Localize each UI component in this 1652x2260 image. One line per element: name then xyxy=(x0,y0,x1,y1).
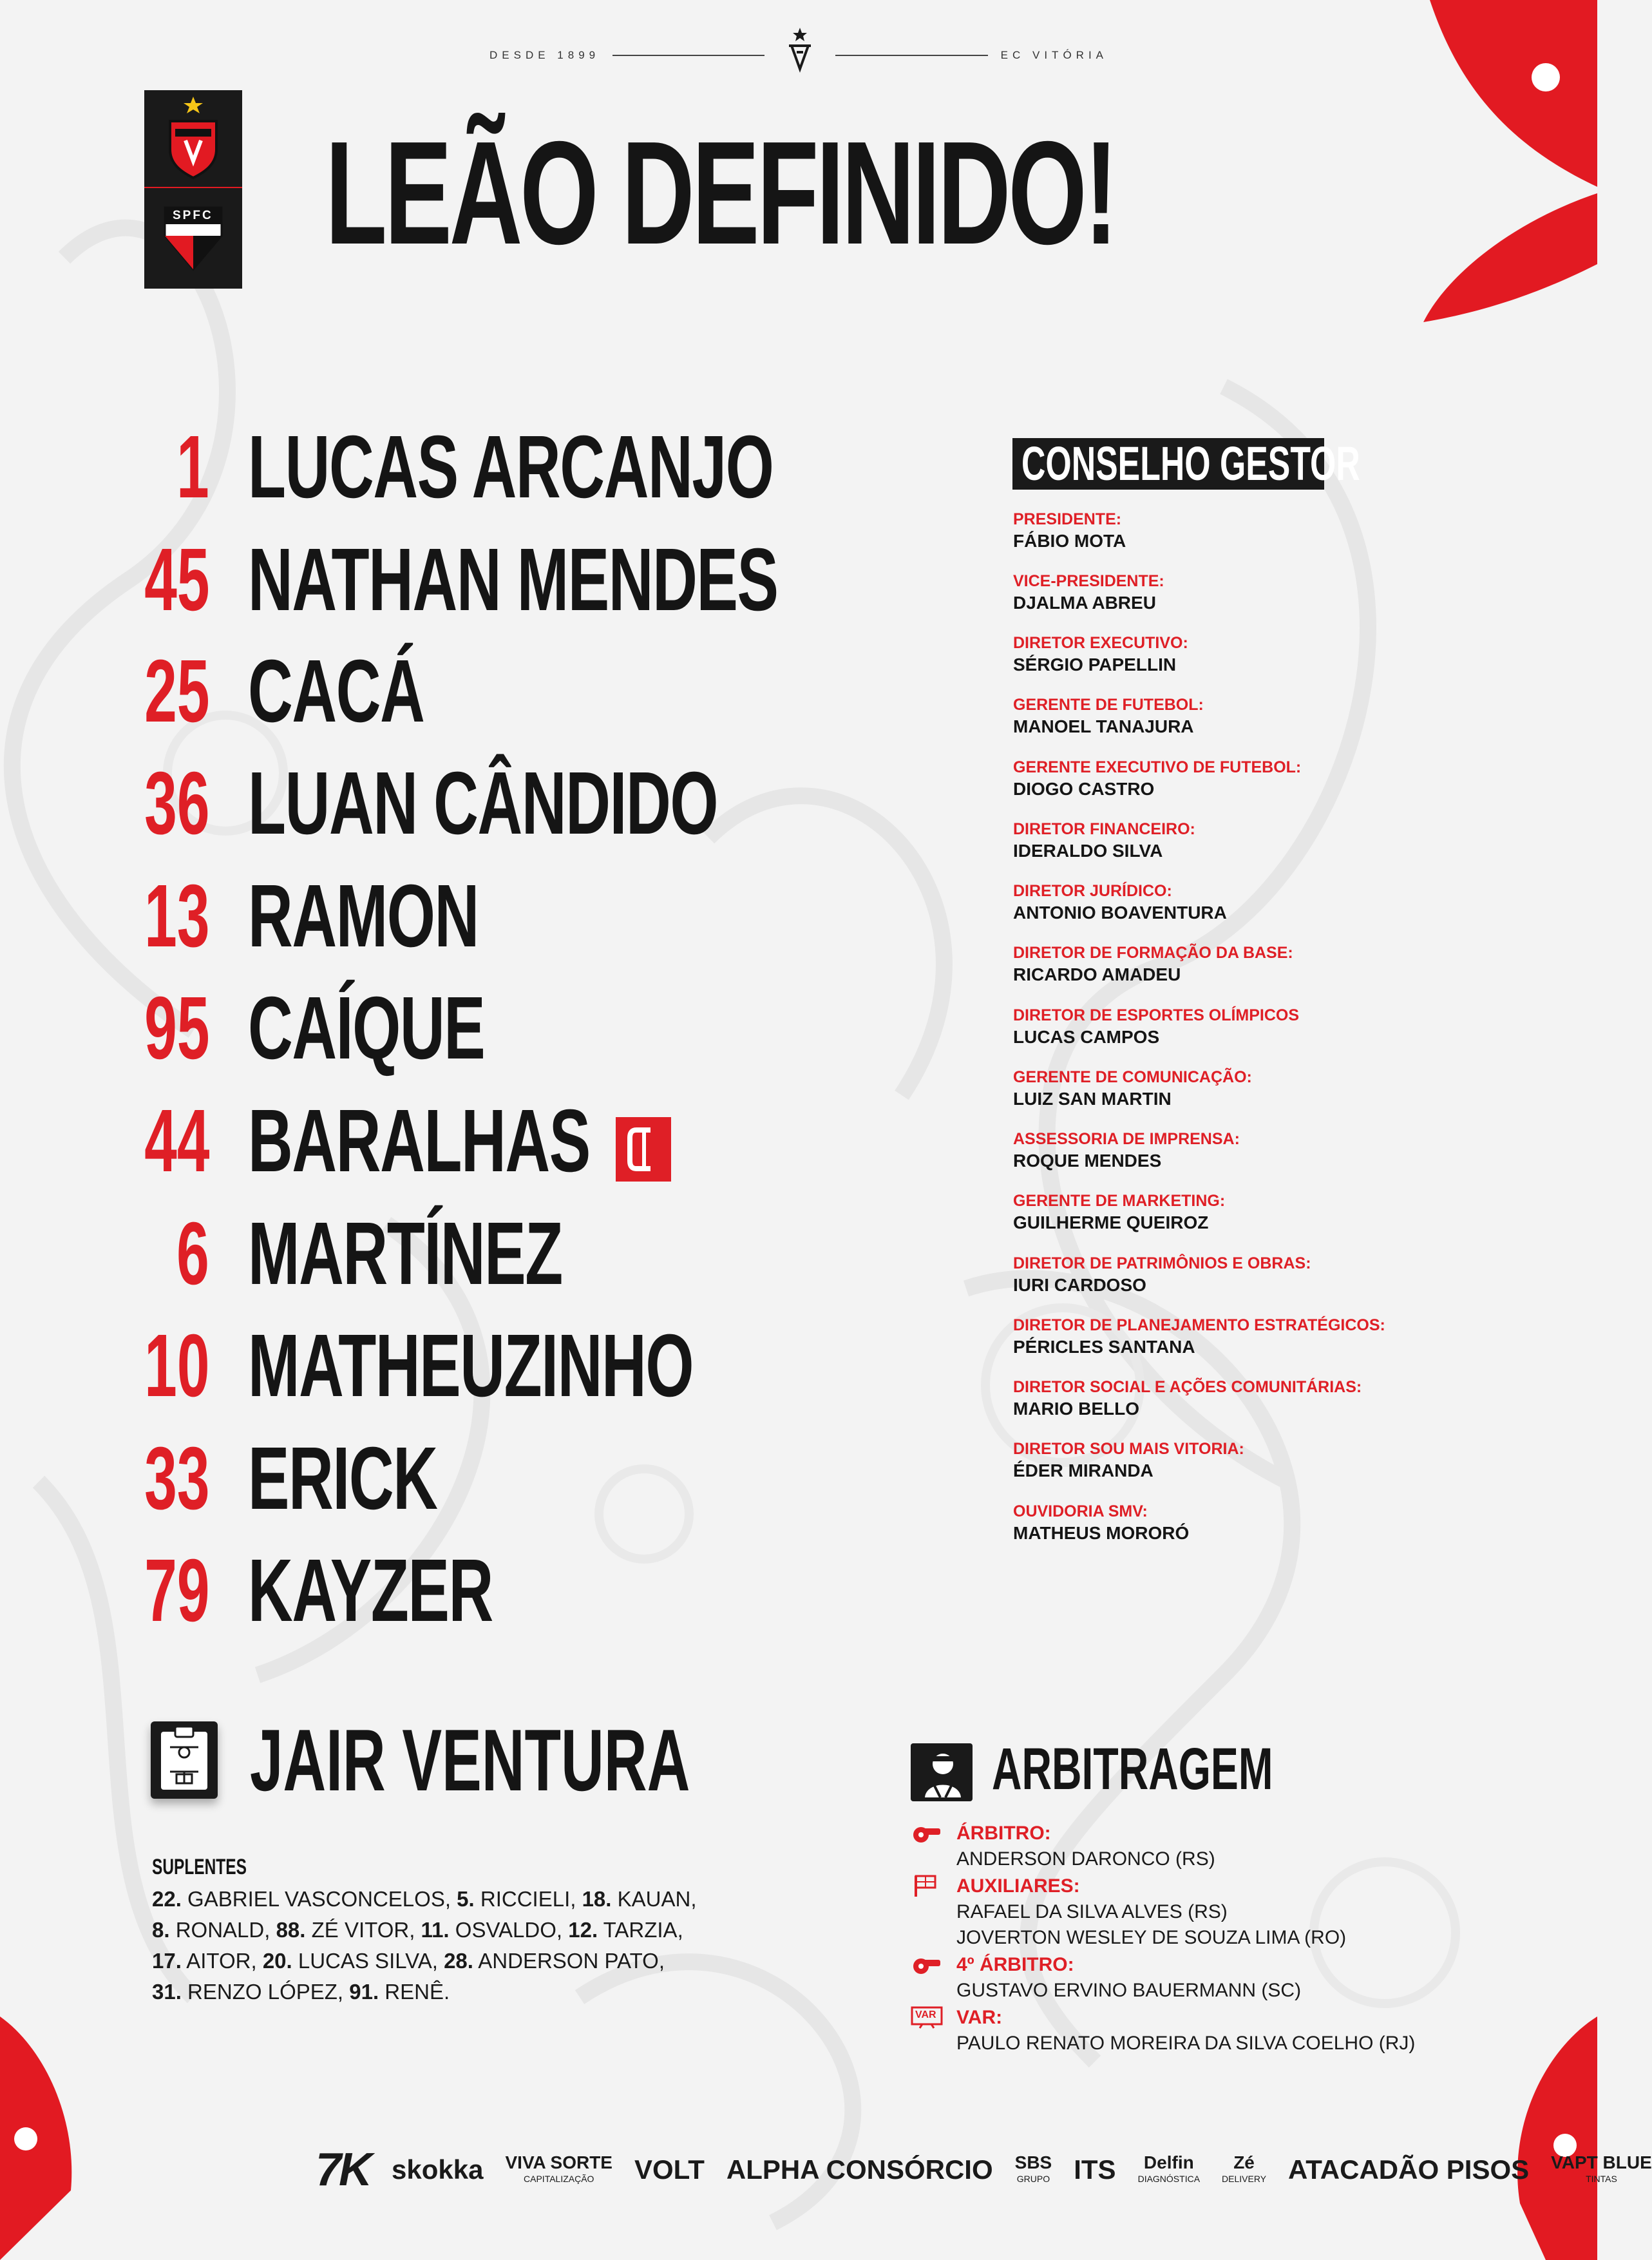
member-name: MARIO BELLO xyxy=(1013,1399,1139,1419)
member-role: OUVIDORIA SMV: xyxy=(1013,1502,1148,1520)
member-role: DIRETOR DE PLANEJAMENTO ESTRATÉGICOS: xyxy=(1013,1316,1385,1334)
member-role: DIRETOR EXECUTIVO: xyxy=(1013,634,1188,652)
whistle-icon xyxy=(911,1953,943,1975)
sponsor-logo xyxy=(1551,2154,1652,2186)
lineup-row xyxy=(116,980,889,1077)
divider-line xyxy=(612,55,764,56)
substitute-name: LUCAS SILVA, xyxy=(292,1949,444,1973)
captain-badge-icon xyxy=(616,1117,671,1182)
substitutes-line xyxy=(152,1915,683,1946)
player-name: CACÁ xyxy=(248,642,424,741)
member-name: LUIZ SAN MARTIN xyxy=(1013,1089,1172,1109)
member-name: ROQUE MENDES xyxy=(1013,1151,1162,1171)
coach-clipboard-icon xyxy=(151,1721,218,1799)
substitute-number: 17. xyxy=(152,1949,182,1973)
conselho-member xyxy=(1013,633,1528,676)
referee-role: ÁRBITRO: xyxy=(956,1823,1051,1844)
sponsor-name: VIVA SORTE xyxy=(505,2152,612,2172)
sponsor-name: Zé xyxy=(1233,2152,1255,2172)
conselho-member xyxy=(1013,1005,1528,1049)
shirt-number: 10 xyxy=(144,1316,209,1415)
member-name: FÁBIO MOTA xyxy=(1013,531,1126,551)
substitute-number: 18. xyxy=(582,1887,612,1911)
member-name: MATHEUS MORORÓ xyxy=(1013,1523,1190,1543)
sponsor-subtitle: GRUPO xyxy=(1016,2174,1050,2184)
sponsor-logo xyxy=(1138,2154,1200,2186)
conselho-member xyxy=(1013,1129,1528,1173)
substitutes-line xyxy=(152,1946,665,1977)
member-name: IDERALDO SILVA xyxy=(1013,841,1163,861)
shirt-number: 95 xyxy=(144,979,209,1078)
conselho-member xyxy=(1013,571,1528,615)
member-role: DIRETOR DE PATRIMÔNIOS E OBRAS: xyxy=(1013,1254,1311,1272)
member-role: GERENTE EXECUTIVO DE FUTEBOL: xyxy=(1013,758,1302,776)
sponsor-name: 7K xyxy=(316,2144,370,2196)
founded-text: DESDE 1899 xyxy=(489,49,600,61)
conselho-member xyxy=(1013,881,1528,924)
substitute-name: OSVALDO, xyxy=(449,1918,569,1942)
conselho-member xyxy=(1013,757,1528,801)
substitute-number: 31. xyxy=(152,1980,182,2004)
shirt-number: 25 xyxy=(144,642,209,741)
player-name: KAYZER xyxy=(248,1541,493,1640)
sponsor-logo xyxy=(1015,2154,1052,2186)
sponsor-logo xyxy=(1222,2154,1266,2186)
member-name: MANOEL TANAJURA xyxy=(1013,716,1194,736)
lineup-row xyxy=(116,1093,889,1189)
substitute-number: 20. xyxy=(262,1949,292,1973)
substitutes-title: SUPLENTES xyxy=(152,1855,247,1879)
conselho-member xyxy=(1013,1253,1528,1297)
member-role: VICE-PRESIDENTE: xyxy=(1013,572,1164,590)
member-name: ÉDER MIRANDA xyxy=(1013,1460,1154,1480)
lineup-row xyxy=(116,643,889,740)
sponsor-logo xyxy=(726,2154,993,2185)
sponsor-subtitle: DIAGNÓSTICA xyxy=(1137,2174,1201,2184)
member-role: DIRETOR SOCIAL E AÇÕES COMUNITÁRIAS: xyxy=(1013,1378,1362,1396)
substitutes-line xyxy=(152,1977,450,2007)
substitute-number: 11. xyxy=(421,1918,450,1942)
shirt-number: 36 xyxy=(144,754,209,853)
var-icon xyxy=(911,2006,943,2028)
substitute-name: RICCIELI, xyxy=(474,1887,582,1911)
page-title: LEÃO DEFINIDO! xyxy=(325,111,1116,275)
conselho-title: CONSELHO GESTOR xyxy=(1021,437,1360,490)
member-name: DIOGO CASTRO xyxy=(1013,779,1155,799)
sponsor-logo xyxy=(392,2154,483,2185)
shirt-number: 44 xyxy=(144,1091,209,1191)
club-name-text: EC VITÓRIA xyxy=(1000,49,1108,61)
sponsor-subtitle: DELIVERY xyxy=(1222,2174,1267,2184)
player-name: MATHEUZINHO xyxy=(248,1316,694,1415)
member-role: GERENTE DE COMUNICAÇÃO: xyxy=(1013,1068,1252,1086)
spfc-crest-icon xyxy=(144,188,242,289)
player-name: RAMON xyxy=(248,867,479,966)
substitute-number: 91. xyxy=(349,1980,379,2004)
vitoria-crest-icon xyxy=(144,90,242,187)
club-monogram-icon xyxy=(777,26,822,72)
sponsor-name: ITS xyxy=(1074,2154,1116,2185)
substitute-number: 8. xyxy=(152,1918,170,1942)
member-role: DIRETOR DE ESPORTES OLÍMPICOS xyxy=(1013,1006,1300,1024)
substitute-name: RENÊ. xyxy=(379,1980,450,2004)
player-name: ERICK xyxy=(248,1429,437,1528)
conselho-member xyxy=(1013,819,1528,863)
lineup-row xyxy=(116,531,889,628)
member-name: PÉRICLES SANTANA xyxy=(1013,1337,1195,1357)
sponsor-logo xyxy=(1288,2154,1529,2185)
substitute-name: GABRIEL VASCONCELOS, xyxy=(181,1887,457,1911)
member-name: RICARDO AMADEU xyxy=(1013,964,1181,984)
sponsor-name: skokka xyxy=(392,2154,484,2185)
player-name: LUCAS ARCANJO xyxy=(248,417,774,517)
member-role: DIRETOR DE FORMAÇÃO DA BASE: xyxy=(1013,944,1293,962)
substitute-name: TARZIA, xyxy=(598,1918,683,1942)
player-name: NATHAN MENDES xyxy=(248,530,778,629)
substitute-name: KAUAN, xyxy=(611,1887,697,1911)
conselho-member xyxy=(1013,1315,1528,1359)
member-role: GERENTE DE FUTEBOL: xyxy=(1013,696,1204,714)
conselho-member xyxy=(1013,943,1528,986)
sponsor-name: ATACADÃO PISOS xyxy=(1288,2154,1530,2185)
conselho-member xyxy=(1013,1067,1528,1111)
member-name: IURI CARDOSO xyxy=(1013,1275,1146,1295)
member-role: DIRETOR JURÍDICO: xyxy=(1013,882,1172,900)
sponsor-subtitle: TINTAS xyxy=(1586,2174,1617,2184)
player-name: LUAN CÂNDIDO xyxy=(248,754,718,853)
sponsor-name: VAPT BLUE xyxy=(1551,2152,1652,2172)
var-icon-text: VAR xyxy=(915,2009,936,2020)
sponsor-name: ALPHA CONSÓRCIO xyxy=(726,2154,993,2185)
member-role: DIRETOR FINANCEIRO: xyxy=(1013,820,1195,838)
lineup-row xyxy=(116,1430,889,1527)
sponsor-name: SBS xyxy=(1014,2152,1052,2172)
lineup-row xyxy=(116,419,889,515)
player-name: CAÍQUE xyxy=(248,979,485,1078)
coach-name: JAIR VENTURA xyxy=(250,1711,690,1809)
referee-name: JOVERTON WESLEY DE SOUZA LIMA (RO) xyxy=(956,1927,1347,1948)
player-name: MARTÍNEZ xyxy=(248,1204,562,1303)
lineup-row xyxy=(116,1317,889,1414)
conselho-member xyxy=(1013,1377,1528,1421)
lineup-row xyxy=(116,868,889,964)
member-name: DJALMA ABREU xyxy=(1013,593,1156,613)
top-strip xyxy=(489,41,1108,70)
sponsor-logo xyxy=(634,2154,705,2185)
sponsor-name: VOLT xyxy=(634,2154,705,2185)
substitute-name: ANDERSON PATO, xyxy=(473,1949,665,1973)
substitute-name: AITOR, xyxy=(181,1949,263,1973)
member-name: GUILHERME QUEIROZ xyxy=(1013,1212,1209,1232)
player-name: BARALHAS xyxy=(248,1091,590,1191)
conselho-member xyxy=(1013,1439,1528,1482)
conselho-member xyxy=(1013,1191,1528,1234)
substitute-name: RENZO LÓPEZ, xyxy=(181,1980,350,2004)
conselho-member xyxy=(1013,509,1528,553)
substitute-name: ZÉ VITOR, xyxy=(305,1918,421,1942)
referee-name: GUSTAVO ERVINO BAUERMANN (SC) xyxy=(956,1980,1302,2001)
arbitragem-title: ARBITRAGEM xyxy=(992,1736,1273,1802)
sponsor-logo xyxy=(506,2154,612,2186)
shirt-number: 1 xyxy=(176,417,209,517)
referee-name: ANDERSON DARONCO (RS) xyxy=(956,1848,1215,1870)
substitute-number: 88. xyxy=(276,1918,306,1942)
referee-role: VAR: xyxy=(956,2007,1003,2028)
referee-name: RAFAEL DA SILVA ALVES (RS) xyxy=(956,1901,1228,1922)
member-name: ANTONIO BOAVENTURA xyxy=(1013,903,1227,923)
member-name: LUCAS CAMPOS xyxy=(1013,1027,1160,1047)
shirt-number: 13 xyxy=(144,867,209,966)
member-role: ASSESSORIA DE IMPRENSA: xyxy=(1013,1130,1240,1148)
conselho-title-box xyxy=(1012,437,1360,490)
referee-name: PAULO RENATO MOREIRA DA SILVA COELHO (RJ) xyxy=(956,2033,1416,2054)
member-name: SÉRGIO PAPELLIN xyxy=(1013,655,1177,675)
lineup-row xyxy=(116,1542,889,1639)
sponsor-subtitle: CAPITALIZAÇÃO xyxy=(524,2174,594,2184)
referee-role: AUXILIARES: xyxy=(956,1875,1080,1897)
lineup-row xyxy=(116,1205,889,1302)
sponsors-bar xyxy=(316,2144,1652,2196)
substitute-number: 28. xyxy=(444,1949,473,1973)
substitute-number: 5. xyxy=(457,1887,475,1911)
lineup-row xyxy=(116,755,889,852)
conselho-member xyxy=(1013,1501,1528,1545)
sponsor-logo xyxy=(316,2143,370,2196)
whistle-icon xyxy=(911,1822,943,1844)
referee-role: 4º ÁRBITRO: xyxy=(956,1954,1074,1975)
shirt-number: 79 xyxy=(144,1541,209,1640)
sponsor-name: Delfin xyxy=(1143,2152,1194,2172)
substitute-name: RONALD, xyxy=(169,1918,276,1942)
substitute-number: 22. xyxy=(152,1887,182,1911)
match-logos xyxy=(144,90,242,289)
shirt-number: 33 xyxy=(144,1429,209,1528)
member-role: DIRETOR SOU MAIS VITORIA: xyxy=(1013,1440,1244,1458)
conselho-member xyxy=(1013,694,1528,738)
substitutes-line xyxy=(152,1884,697,1915)
substitute-number: 12. xyxy=(568,1918,598,1942)
member-role: PRESIDENTE: xyxy=(1013,510,1122,528)
divider-line xyxy=(835,55,987,56)
member-role: GERENTE DE MARKETING: xyxy=(1013,1192,1226,1210)
referee-icon xyxy=(911,1743,973,1801)
shirt-number: 45 xyxy=(144,530,209,629)
spfc-badge-text: SPFC xyxy=(173,209,213,222)
shirt-number: 6 xyxy=(176,1204,209,1303)
sponsor-logo xyxy=(1074,2154,1116,2185)
flag-icon xyxy=(911,1875,943,1897)
